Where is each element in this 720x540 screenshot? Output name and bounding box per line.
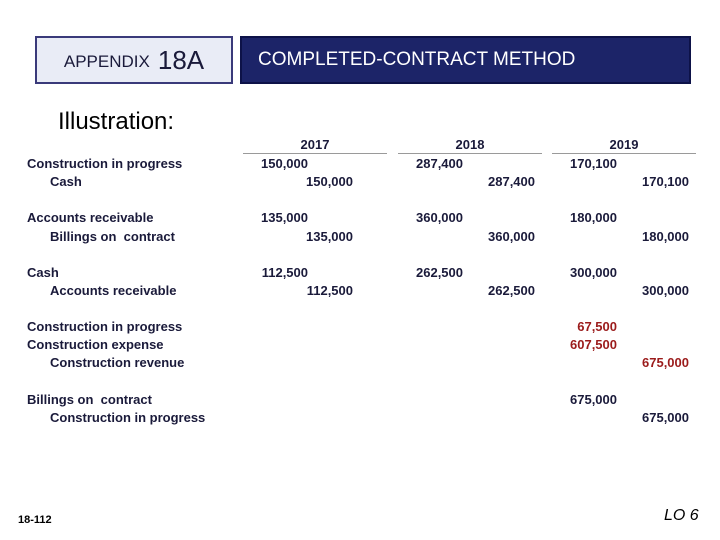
entry4-debit-account-2: Construction expense [27, 337, 164, 352]
entry3-credit-2019: 300,000 [642, 283, 689, 298]
entry3-credit-2017: 112,500 [306, 283, 353, 298]
entry1-debit-2018: 287,400 [416, 156, 463, 171]
illustration-label: Illustration: [58, 108, 175, 135]
learning-objective: LO 6 [664, 507, 699, 524]
entry2-debit-2017: 135,000 [261, 210, 308, 225]
entry3-debit-2018: 262,500 [416, 265, 463, 280]
entry5-debit-account: Billings on contract [27, 392, 152, 407]
page-number: 18-112 [18, 514, 52, 526]
method-title-box [240, 36, 691, 84]
entry1-credit-account: Cash [50, 174, 82, 189]
entry3-credit-2018: 262,500 [488, 283, 535, 298]
entry4-credit-2019: 675,000 [642, 355, 689, 370]
entry3-debit-account: Cash [27, 265, 59, 280]
appendix-box [35, 36, 233, 84]
entry1-credit-2019: 170,100 [642, 174, 689, 189]
entry2-credit-2017: 135,000 [306, 229, 353, 244]
entry2-credit-account: Billings on contract [50, 229, 175, 244]
entry4-debit-1-2019: 67,500 [577, 319, 617, 334]
entry2-debit-account: Accounts receivable [27, 210, 154, 225]
entry3-debit-2019: 300,000 [570, 265, 617, 280]
appendix-number: 18A [157, 44, 205, 75]
year-header-2019: 2019 [609, 137, 639, 152]
appendix-label: APPENDIX [63, 52, 150, 71]
entry5-credit-2019: 675,000 [642, 410, 689, 425]
year-rule-2017 [243, 153, 387, 154]
entry1-credit-2018: 287,400 [488, 174, 535, 189]
entry2-debit-2018: 360,000 [416, 210, 463, 225]
year-rule-2019 [552, 153, 696, 154]
entry2-credit-2018: 360,000 [488, 229, 535, 244]
entry2-credit-2019: 180,000 [642, 229, 689, 244]
entry1-debit-2019: 170,100 [570, 156, 617, 171]
entry1-credit-2017: 150,000 [306, 174, 353, 189]
year-rule-2018 [398, 153, 542, 154]
entry1-debit-2017: 150,000 [261, 156, 308, 171]
method-title: COMPLETED-CONTRACT METHOD [258, 49, 576, 70]
entry3-debit-2017: 112,500 [261, 265, 308, 280]
entry2-debit-2019: 180,000 [570, 210, 617, 225]
entry4-debit-2-2019: 607,500 [570, 337, 617, 352]
entry5-debit-2019: 675,000 [570, 392, 617, 407]
year-header-2018: 2018 [455, 137, 485, 152]
entry4-credit-account: Construction revenue [50, 355, 185, 370]
entry1-debit-account: Construction in progress [27, 156, 183, 171]
entry4-debit-account-1: Construction in progress [27, 319, 183, 334]
entry5-credit-account: Construction in progress [50, 410, 206, 425]
year-header-2017: 2017 [300, 137, 330, 152]
entry3-credit-account: Accounts receivable [50, 283, 177, 298]
